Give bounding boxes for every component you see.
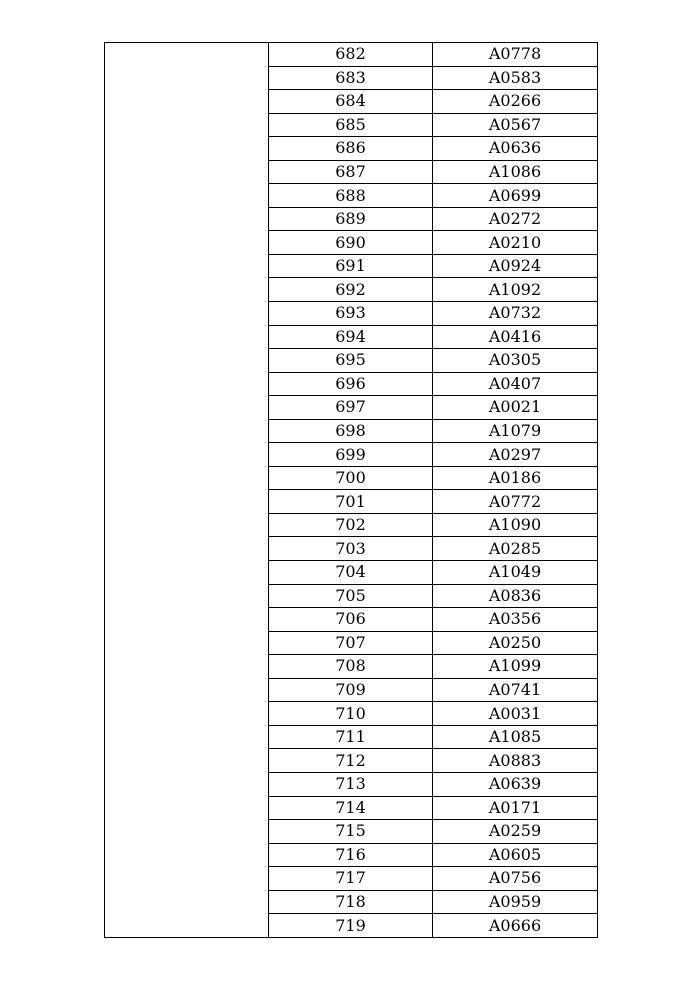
row-number-cell: 700 bbox=[269, 466, 433, 490]
row-number-cell: 696 bbox=[269, 372, 433, 396]
row-number-cell: 711 bbox=[269, 725, 433, 749]
row-number-cell: 715 bbox=[269, 820, 433, 844]
code-cell: A1079 bbox=[433, 419, 598, 443]
code-cell: A1092 bbox=[433, 278, 598, 302]
code-cell: A0924 bbox=[433, 254, 598, 278]
row-number-cell: 686 bbox=[269, 137, 433, 161]
data-table bbox=[104, 42, 598, 938]
code-cell: A0583 bbox=[433, 66, 598, 90]
code-cell: A0732 bbox=[433, 302, 598, 326]
code-cell: A0356 bbox=[433, 608, 598, 632]
table-body bbox=[105, 43, 598, 938]
code-cell: A0741 bbox=[433, 678, 598, 702]
code-cell: A1049 bbox=[433, 561, 598, 585]
row-number-cell: 688 bbox=[269, 184, 433, 208]
row-number-cell: 718 bbox=[269, 890, 433, 914]
code-cell: A1086 bbox=[433, 160, 598, 184]
code-cell: A0305 bbox=[433, 349, 598, 373]
code-cell: A1090 bbox=[433, 513, 598, 537]
row-number-cell: 702 bbox=[269, 513, 433, 537]
code-cell: A0297 bbox=[433, 443, 598, 467]
row-number-cell: 704 bbox=[269, 561, 433, 585]
row-number-cell: 695 bbox=[269, 349, 433, 373]
row-number-cell: 694 bbox=[269, 325, 433, 349]
code-cell: A0285 bbox=[433, 537, 598, 561]
code-cell: A0416 bbox=[433, 325, 598, 349]
code-cell: A0756 bbox=[433, 867, 598, 891]
row-number-cell: 685 bbox=[269, 113, 433, 137]
merged-empty-cell bbox=[105, 43, 269, 938]
row-number-cell: 682 bbox=[269, 43, 433, 67]
code-cell: A0186 bbox=[433, 466, 598, 490]
code-cell: A0883 bbox=[433, 749, 598, 773]
code-cell: A0636 bbox=[433, 137, 598, 161]
code-cell: A0407 bbox=[433, 372, 598, 396]
code-cell: A0250 bbox=[433, 631, 598, 655]
code-cell: A0666 bbox=[433, 914, 598, 938]
code-cell: A1099 bbox=[433, 655, 598, 679]
row-number-cell: 697 bbox=[269, 396, 433, 420]
row-number-cell: 713 bbox=[269, 772, 433, 796]
code-cell: A0567 bbox=[433, 113, 598, 137]
row-number-cell: 709 bbox=[269, 678, 433, 702]
row-number-cell: 701 bbox=[269, 490, 433, 514]
row-number-cell: 705 bbox=[269, 584, 433, 608]
row-number-cell: 683 bbox=[269, 66, 433, 90]
row-number-cell: 714 bbox=[269, 796, 433, 820]
row-number-cell: 689 bbox=[269, 207, 433, 231]
row-number-cell: 691 bbox=[269, 254, 433, 278]
code-cell: A0772 bbox=[433, 490, 598, 514]
code-cell: A0605 bbox=[433, 843, 598, 867]
code-cell: A0272 bbox=[433, 207, 598, 231]
row-number-cell: 708 bbox=[269, 655, 433, 679]
code-cell: A0266 bbox=[433, 90, 598, 114]
row-number-cell: 692 bbox=[269, 278, 433, 302]
row-number-cell: 693 bbox=[269, 302, 433, 326]
row-number-cell: 712 bbox=[269, 749, 433, 773]
code-cell: A0171 bbox=[433, 796, 598, 820]
code-cell: A0031 bbox=[433, 702, 598, 726]
code-cell: A0778 bbox=[433, 43, 598, 67]
code-cell: A1085 bbox=[433, 725, 598, 749]
row-number-cell: 699 bbox=[269, 443, 433, 467]
code-cell: A0959 bbox=[433, 890, 598, 914]
row-number-cell: 706 bbox=[269, 608, 433, 632]
code-cell: A0699 bbox=[433, 184, 598, 208]
row-number-cell: 716 bbox=[269, 843, 433, 867]
code-cell: A0210 bbox=[433, 231, 598, 255]
row-number-cell: 717 bbox=[269, 867, 433, 891]
code-cell: A0639 bbox=[433, 772, 598, 796]
table-row bbox=[105, 43, 598, 67]
row-number-cell: 703 bbox=[269, 537, 433, 561]
row-number-cell: 687 bbox=[269, 160, 433, 184]
row-number-cell: 719 bbox=[269, 914, 433, 938]
code-cell: A0836 bbox=[433, 584, 598, 608]
code-cell: A0021 bbox=[433, 396, 598, 420]
code-cell: A0259 bbox=[433, 820, 598, 844]
row-number-cell: 707 bbox=[269, 631, 433, 655]
row-number-cell: 698 bbox=[269, 419, 433, 443]
row-number-cell: 684 bbox=[269, 90, 433, 114]
row-number-cell: 690 bbox=[269, 231, 433, 255]
row-number-cell: 710 bbox=[269, 702, 433, 726]
